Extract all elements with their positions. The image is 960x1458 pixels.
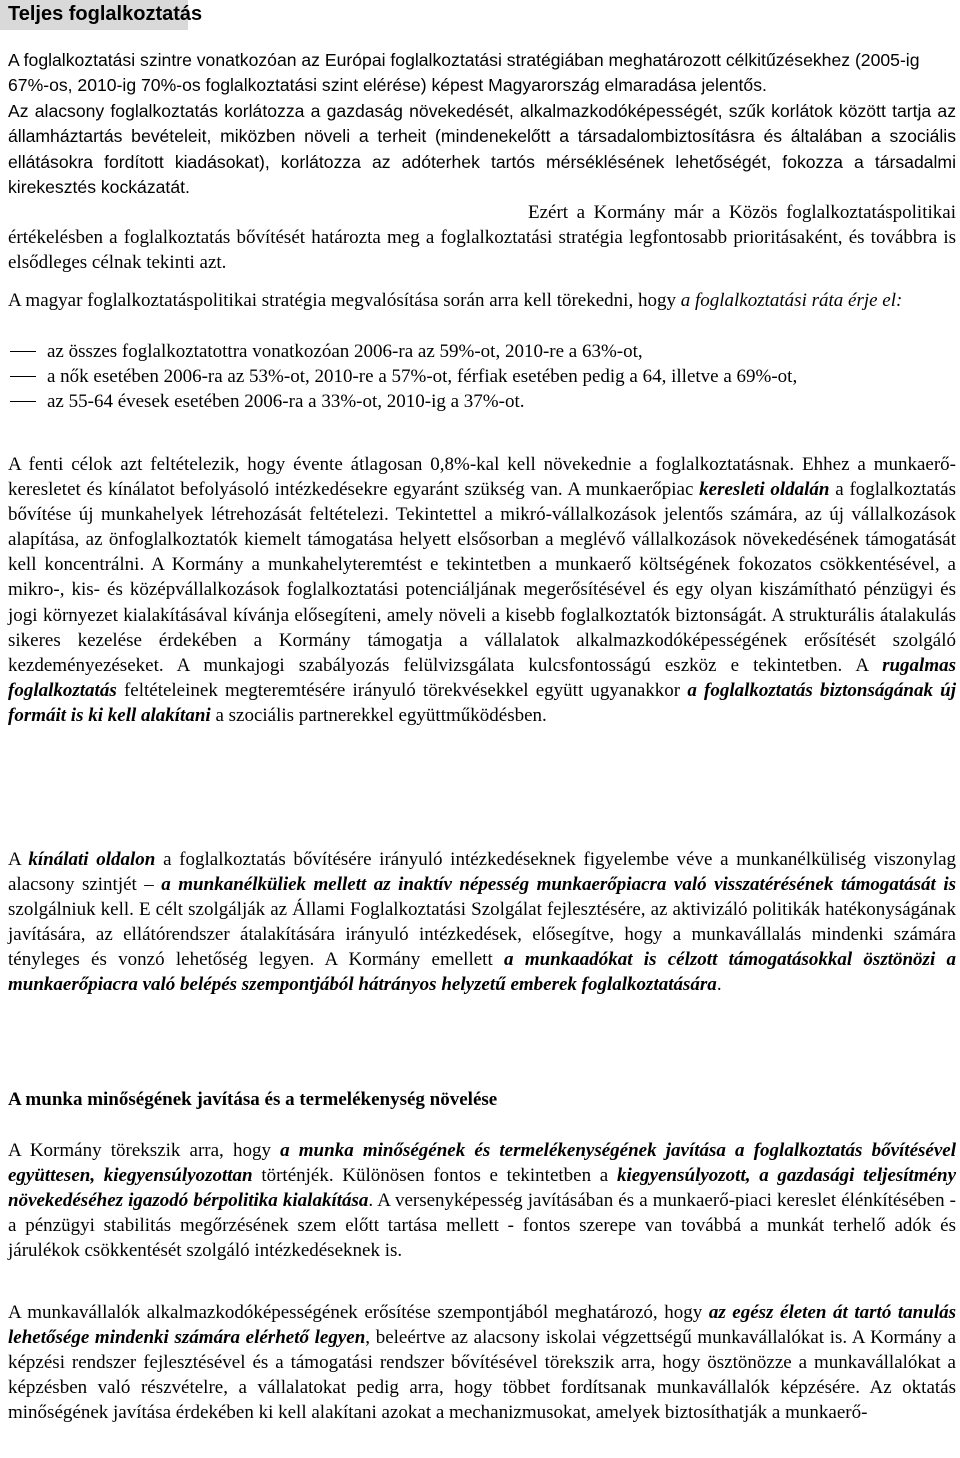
quality-paragraph: A Kormány törekszik arra, hogy a munka minőségének és termelékenységének javítása a foglalkoztatás bővítésével együttesen, kiegyensúlyozottan történjék. Különösen fontos e tekintetben a kiegyensúlyozott, a gazdasági teljesítmény növekedéséhez igazodó bérpolitika kialakítása. A versenyképesség javításában és a munkaerő-piaci kereslet élénkítésében - a pénzügyi stabilitás megőrzésének szem előtt tartása mellett - fontos szerepe van továbbá a munkát terhelő adók és járulékok csökkentését szolgáló intézkedéseknek is. — [8, 1140, 957, 1262]
strategy-emphasis: a foglalkoztatási ráta érje el: — [680, 290, 903, 311]
supply-paragraph: A kínálati oldalon a foglalkoztatás bővítésére irányuló intézkedéseknek figyelembe véve a munkanélküliség viszonylag alacsony szintjét – a munkanélküliek mellett az inaktív népesség munkaerőpiacra való visszatérésének támogatását is szolgálniuk kell. E célt szolgálják az Állami Foglalkoztatási Szolgálat fejlesztésére, az aktivizáló politikák hatékonyságának javítására, az ellátórendszer átalakítására irányuló intézkedések, elősegítve, hogy a munkavállalás mindenki számára tényleges és vonzó lehetőség legyen. A Kormány emellett a munkaadókat is célzott támogatásokkal ösztönözi a munkaerőpiacra való belépés szempontjából hátrányos helyzetű emberek foglalkoztatására. — [8, 849, 957, 996]
list-item: az összes foglalkoztatottra vonatkozóan 2006-ra az 59%-ot, 2010-re a 63%-ot, — [8, 339, 956, 364]
intro-paragraph-cont: Ezért a Kormány már a Közös foglalkoztatáspolitikai értékelésben a foglalkoztatás bővítését határozta meg a foglalkoztatási stratégia legfontosabb prioritásaként, és továbbra is elsődleges célnak tekinti azt. — [8, 202, 956, 274]
list-item: az 55-64 évesek esetében 2006-ra a 33%-ot, 2010-ig a 37%-ot. — [8, 389, 956, 414]
learning-paragraph: A munkavállalók alkalmazkodóképességének erősítése szempontjából meghatározó, hogy az egész életen át tartó tanulás lehetősége mindenki számára elérhető legyen, beleértve az alacsony iskolai végzettségű munkavállalókat is. A Kormány a képzési rendszer fejlesztésével és a támogatási rendszer bővítésével törekszik arra, hogy ösztönözze a munkavállalókat a képzésben való részvételre, a vállalatokat pedig arra, hogy többet fordítsanak munkavállalók képzésére. Az oktatás minőségének javítása érdekében ki kell alakítani azokat a mechanizmusokat, amelyek biztosíthatják a munkaerő- — [8, 1302, 957, 1424]
target-list — [8, 339, 956, 414]
intro-paragraph — [8, 48, 956, 200]
strategy-paragraph: A magyar foglalkoztatáspolitikai stratégia megvalósítása során arra kell törekedni, hogy a foglalkoztatási ráta érje el: — [8, 290, 903, 311]
intro-text-2: Az alacsony foglalkoztatás korlátozza a gazdaság növekedését, alkalmazkodóképességét, szűk korlátok között tartja az államháztartás bevételeit, miközben növeli a terheit (mindenekelőtt a társadalombiztosításra és általában a szociális ellátásokra fordított kiadásokat), korlátozza az adóterhek tartós mérséklésének lehetőségét, fokozza a társadalmi kirekesztés kockázatát. — [8, 100, 956, 198]
intro-text: A foglalkoztatási szintre vonatkozóan az Európai foglalkoztatási stratégiában meghatározott célkitűzésekhez (2005-ig 67%-os, 2010-ig 70%-os foglalkoztatási szint elérése) képest Magyarország elmaradása jelentős. — [8, 50, 920, 96]
section-heading: A munka minőségének javítása és a termelékenység növelése — [8, 1089, 498, 1110]
page-title: Teljes foglalkoztatás — [8, 3, 203, 25]
list-item: a nők esetében 2006-ra az 53%-ot, 2010-re a 57%-ot, férfiak esetében pedig a 64, illetve a 69%-ot, — [8, 364, 956, 389]
demand-paragraph: A fenti célok azt feltételezik, hogy évente átlagosan 0,8%-kal kell növekednie a foglalkoztatásnak. Ehhez a munkaerő-keresletet és kínálatot befolyásoló intézkedésekre egyaránt szükség van. A munkaerőpiac keresleti oldalán a foglalkoztatás bővítése új munkahelyek létrehozását feltételezi. Tekintettel a mikró-vállalkozások jelentős számára, az új vállalkozások alapítása, az önfoglalkoztatók kiemelt támogatása helyett elsősorban a meglévő vállalkozások növekedésének támogatását kell koncentrálni. A Kormány a munkahelyteremtést e tekintetben a munkaerő költségének fokozatos csökkentésével, a mikro-, kis- és középvállalkozások foglalkoztatási potenciáljának megerősítésével és egy olyan kiszámítható pénzügyi és jogi környezet kialakításával kívánja elősegíteni, amely növeli a kisebb foglalkoztatók biztonságát. A strukturális átalakulás sikeres kezelése érdekében a Kormány támogatja a vállalatok alkalmazkodóképességének erősítését szolgáló kezdeményezéseket. A munkajogi szabályozás felülvizsgálata kulcsfontosságú eszköz e tekintetben. A rugalmas foglalkoztatás feltételeinek megteremtésére irányuló törekvésekkel együtt ugyanakkor a foglalkoztatás biztonságának új formáit is ki kell alakítani a szociális partnerekkel együttműködésben. — [8, 454, 957, 726]
